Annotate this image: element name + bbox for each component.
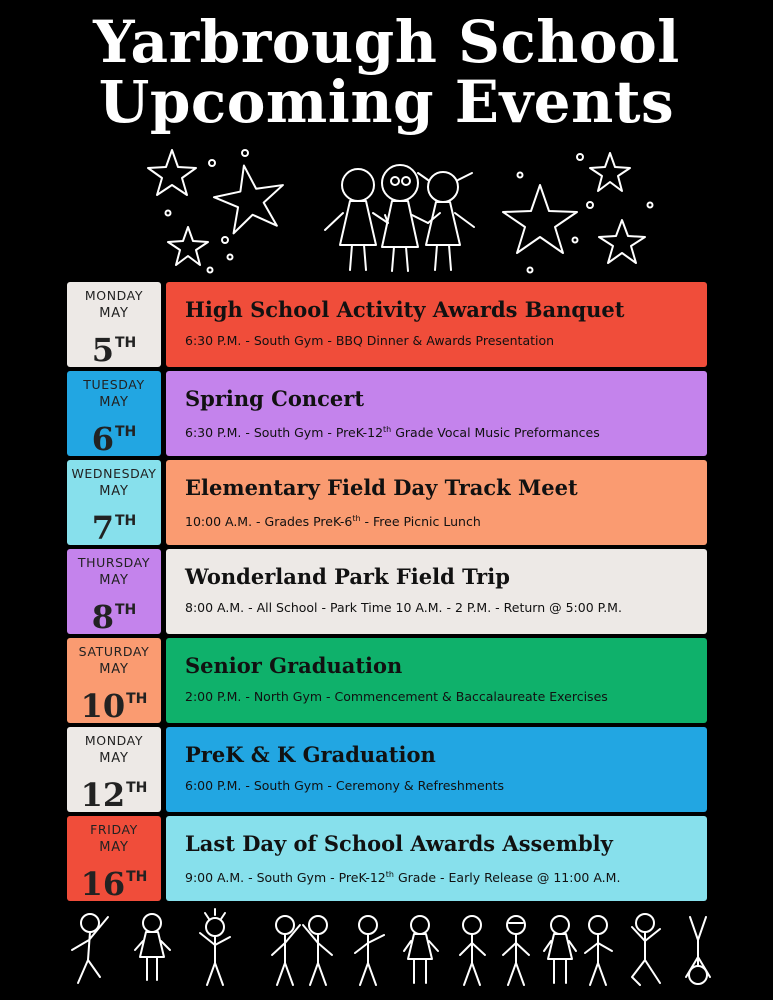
event-day-suffix: TH [114,602,137,618]
event-day-suffix: TH [114,424,137,440]
event-day-number: 7 [91,509,114,547]
event-day-number: 5 [91,331,114,369]
event-row [67,638,707,723]
event-date-box [67,460,161,545]
event-title: Senior Graduation [185,653,403,678]
event-date-box [67,638,161,723]
event-row [67,816,707,901]
event-month: MAY [99,573,129,588]
star-icon [148,150,196,195]
event-row [67,282,707,367]
event-title: Wonderland Park Field Trip [185,564,510,589]
event-title: High School Activity Awards Banquet [185,297,625,322]
stick-figure-icon [503,916,529,985]
event-weekday: MONDAY [84,733,144,748]
ordinal-suffix: th [383,425,392,434]
event-details [185,777,700,795]
event-card [166,460,707,545]
stick-figure-icon [303,916,332,985]
page-title [0,8,773,136]
details-text: Grade Vocal Music Preformances [391,425,600,440]
event-day [67,324,161,369]
ordinal-suffix: th [385,870,394,879]
event-day-number: 10 [80,687,126,725]
event-date-box [67,549,161,634]
event-day-number: 6 [91,420,114,458]
event-card [166,727,707,812]
stick-figure-icon [544,916,576,983]
event-card [166,816,707,901]
event-title: PreK & K Graduation [185,742,436,767]
event-card [166,282,707,367]
event-details [185,866,700,887]
event-row [67,727,707,812]
details-text: - Free Picnic Lunch [360,514,481,529]
details-text: 6:00 P.M. - South Gym - Ceremony & Refreshments [185,778,505,793]
event-day-suffix: TH [114,513,137,529]
star-icon [209,159,289,235]
event-title: Elementary Field Day Track Meet [185,475,578,500]
details-text: 6:30 P.M. - South Gym - PreK-12 [185,425,384,440]
stick-figure-icon [585,916,612,985]
event-date-box [67,282,161,367]
title-line-2: Upcoming Events [98,68,675,136]
event-day [67,502,161,547]
event-weekday: FRIDAY [90,822,138,837]
event-details [185,332,700,350]
event-date-box [67,816,161,901]
event-day [67,413,161,458]
star-icon [590,153,630,191]
event-row [67,549,707,634]
stick-figure-icon [404,916,438,983]
event-month: MAY [99,306,129,321]
event-details [185,688,700,706]
event-card [166,371,707,456]
event-date-box [67,727,161,812]
star-icon [599,220,645,263]
stick-figure-icon [355,916,384,985]
details-text: 9:00 A.M. - South Gym - PreK-12 [185,870,386,885]
event-details [185,510,700,531]
event-month: MAY [99,751,129,766]
event-details [185,421,700,442]
details-text: 2:00 P.M. - North Gym - Commencement & Baccalaureate Exercises [185,689,608,704]
event-weekday: THURSDAY [77,555,151,570]
event-day-suffix: TH [126,869,148,885]
event-card [166,549,707,634]
event-weekday: TUESDAY [83,377,145,392]
event-row [67,371,707,456]
details-text: 8:00 A.M. - All School - Park Time 10 A.M. - 2 P.M. - Return @ 5:00 P.M. [185,600,622,615]
event-weekday: WEDNESDAY [71,466,157,481]
event-date-box [67,371,161,456]
event-day-suffix: TH [114,335,137,351]
event-day [67,591,161,636]
details-text: 6:30 P.M. - South Gym - BBQ Dinner & Awards Presentation [185,333,555,348]
event-weekday: SATURDAY [78,644,150,659]
event-month: MAY [99,662,129,677]
stick-figure-icon [200,909,230,985]
event-details [185,599,700,617]
event-day-number: 8 [91,598,114,636]
event-month: MAY [99,840,129,855]
event-day-number: 16 [80,865,126,903]
stars-and-kids-illustration [0,145,773,280]
stick-figures-illustration [0,905,773,995]
children-holding-hands-icon [325,165,474,271]
title-line-1: Yarbrough School [93,8,680,76]
event-month: MAY [99,484,129,499]
event-day [67,858,161,903]
stick-figure-icon [686,917,710,984]
stick-figure-icon [632,914,660,985]
event-day-number: 12 [80,776,126,814]
stick-figure-icon [460,916,485,985]
stick-figure-icon [72,914,108,983]
stick-figure-icon [135,914,170,980]
event-day [67,680,161,725]
star-icon [168,227,208,265]
event-title: Spring Concert [185,386,365,411]
event-day [67,769,161,814]
event-month: MAY [99,395,129,410]
event-day-suffix: TH [126,691,148,707]
ordinal-suffix: th [352,514,361,523]
event-row [67,460,707,545]
event-card [166,638,707,723]
event-weekday: MONDAY [84,288,144,303]
event-title: Last Day of School Awards Assembly [185,831,613,856]
stick-figure-icon [272,916,300,985]
details-text: 10:00 A.M. - Grades PreK-6 [185,514,353,529]
star-icon [503,185,577,253]
details-text: Grade - Early Release @ 11:00 A.M. [393,870,621,885]
event-day-suffix: TH [126,780,148,796]
